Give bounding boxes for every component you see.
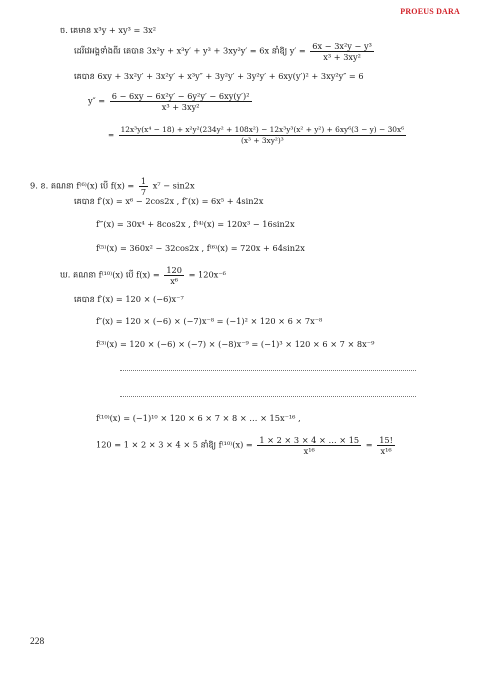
line5-fraction-2 <box>377 435 395 456</box>
line5-lead: 120 = 1 × 2 × 3 × 4 × 5 នាំឱ្យ f⁽¹⁰⁾(x) = <box>96 439 253 450</box>
final-den: (x³ + 3xy²)³ <box>240 136 284 145</box>
ysecond-num: 6 − 6xy − 6x²y′ − 6y²y′ − 6xy(y′)² <box>111 91 250 101</box>
problem-9a-line2: f‴(x) = 30x⁴ + 8cos2x , f⁽⁴⁾(x) = 120x³ − 16sin2x <box>96 219 295 229</box>
line5-num: 1 × 2 × 3 × 4 × … × 15 <box>259 435 360 445</box>
deriv-line-lead: ដេរីវេអង្គទាំងពីរ គេបាន 3x²y + x³y′ + y³ + 3xy²y′ = 6x នាំឱ្យ y′ = <box>74 45 306 56</box>
final-fraction <box>119 125 407 146</box>
heading-fraction <box>139 176 148 197</box>
ellipsis-dotted-line <box>120 370 416 371</box>
final-eq: = <box>108 130 115 140</box>
problem-c-final <box>108 125 408 146</box>
problem-9b-heading <box>60 265 226 286</box>
final-num: 12x³y(x⁴ − 18) + x²y²(234y² + 108x²) − 12x³y³(x² + y²) + 6xy⁶(3 − y) − 30x⁶ <box>120 125 405 134</box>
yprime-fraction <box>310 41 374 62</box>
yprime-den: x³ + 3xy² <box>323 52 361 62</box>
line5-den-2: x¹⁶ <box>380 446 392 456</box>
ysecond-fraction <box>110 91 252 112</box>
line5-eq: = <box>365 439 373 450</box>
heading-lead: 9. ខ. គណនា f⁽⁶⁾(x) បើ f(x) = <box>30 180 135 191</box>
page-number: 228 <box>30 637 45 647</box>
heading-lead: ឃ. គណនា f⁽¹⁰⁾(x) បើ f(x) = <box>60 269 160 280</box>
problem-9a-line3: f⁽⁵⁾(x) = 360x² − 32cos2x , f⁽⁶⁾(x) = 720x + 64sin2x <box>96 243 305 253</box>
ysecond-den: x³ + 3xy² <box>161 102 200 112</box>
heading-frac-den: x⁶ <box>170 276 179 286</box>
yprime-num: 6x − 3x²y − y³ <box>312 41 372 51</box>
problem-c-ysecond <box>88 91 254 112</box>
problem-c-deriv-line <box>74 41 376 62</box>
problem-9b-line2: f″(x) = 120 × (−6) × (−7)x⁻⁸ = (−1)² × 120 × 6 × 7x⁻⁸ <box>96 316 323 326</box>
heading-tail: = 120x⁻⁶ <box>188 269 226 280</box>
line5-num-2: 15! <box>379 435 393 445</box>
problem-9b-line1: គេបាន f′(x) = 120 × (−6)x⁻⁷ <box>74 294 184 304</box>
problem-9a-heading <box>30 176 195 197</box>
problem-9b-line3: f⁽³⁾(x) = 120 × (−6) × (−7) × (−8)x⁻⁹ = (−1)³ × 120 × 6 × 7 × 8x⁻⁹ <box>96 339 375 349</box>
ellipsis-dotted-line <box>120 396 416 397</box>
line5-fraction <box>257 435 361 456</box>
problem-9b-line5 <box>96 435 397 456</box>
problem-9a-line1: គេបាន f′(x) = x⁶ − 2cos2x , f″(x) = 6x⁵ + 4sin2x <box>74 196 264 206</box>
heading-frac-num: 120 <box>166 265 182 275</box>
heading-fraction <box>164 265 184 286</box>
problem-9b-line4: f⁽¹⁰⁾(x) = (−1)¹⁰ × 120 × 6 × 7 × 8 × … × 15x⁻¹⁶ , <box>96 413 301 423</box>
heading-frac-den: 7 <box>140 187 147 197</box>
line5-den: x¹⁶ <box>303 446 315 456</box>
heading-frac-num: 1 <box>140 176 147 186</box>
header-brand: PROEUS DARA <box>400 7 460 16</box>
problem-c-label: ច. គេមាន x³y + xy³ = 3x² <box>60 25 157 35</box>
heading-tail: x⁷ − sin2x <box>152 180 195 191</box>
problem-c-second-deriv: គេបាន 6xy + 3x²y′ + 3x²y′ + x³y″ + 3y²y′ + 3y²y′ + 6xy(y′)² + 3xy²y″ = 6 <box>74 71 364 81</box>
ysecond-lead: y″ = <box>88 95 106 106</box>
